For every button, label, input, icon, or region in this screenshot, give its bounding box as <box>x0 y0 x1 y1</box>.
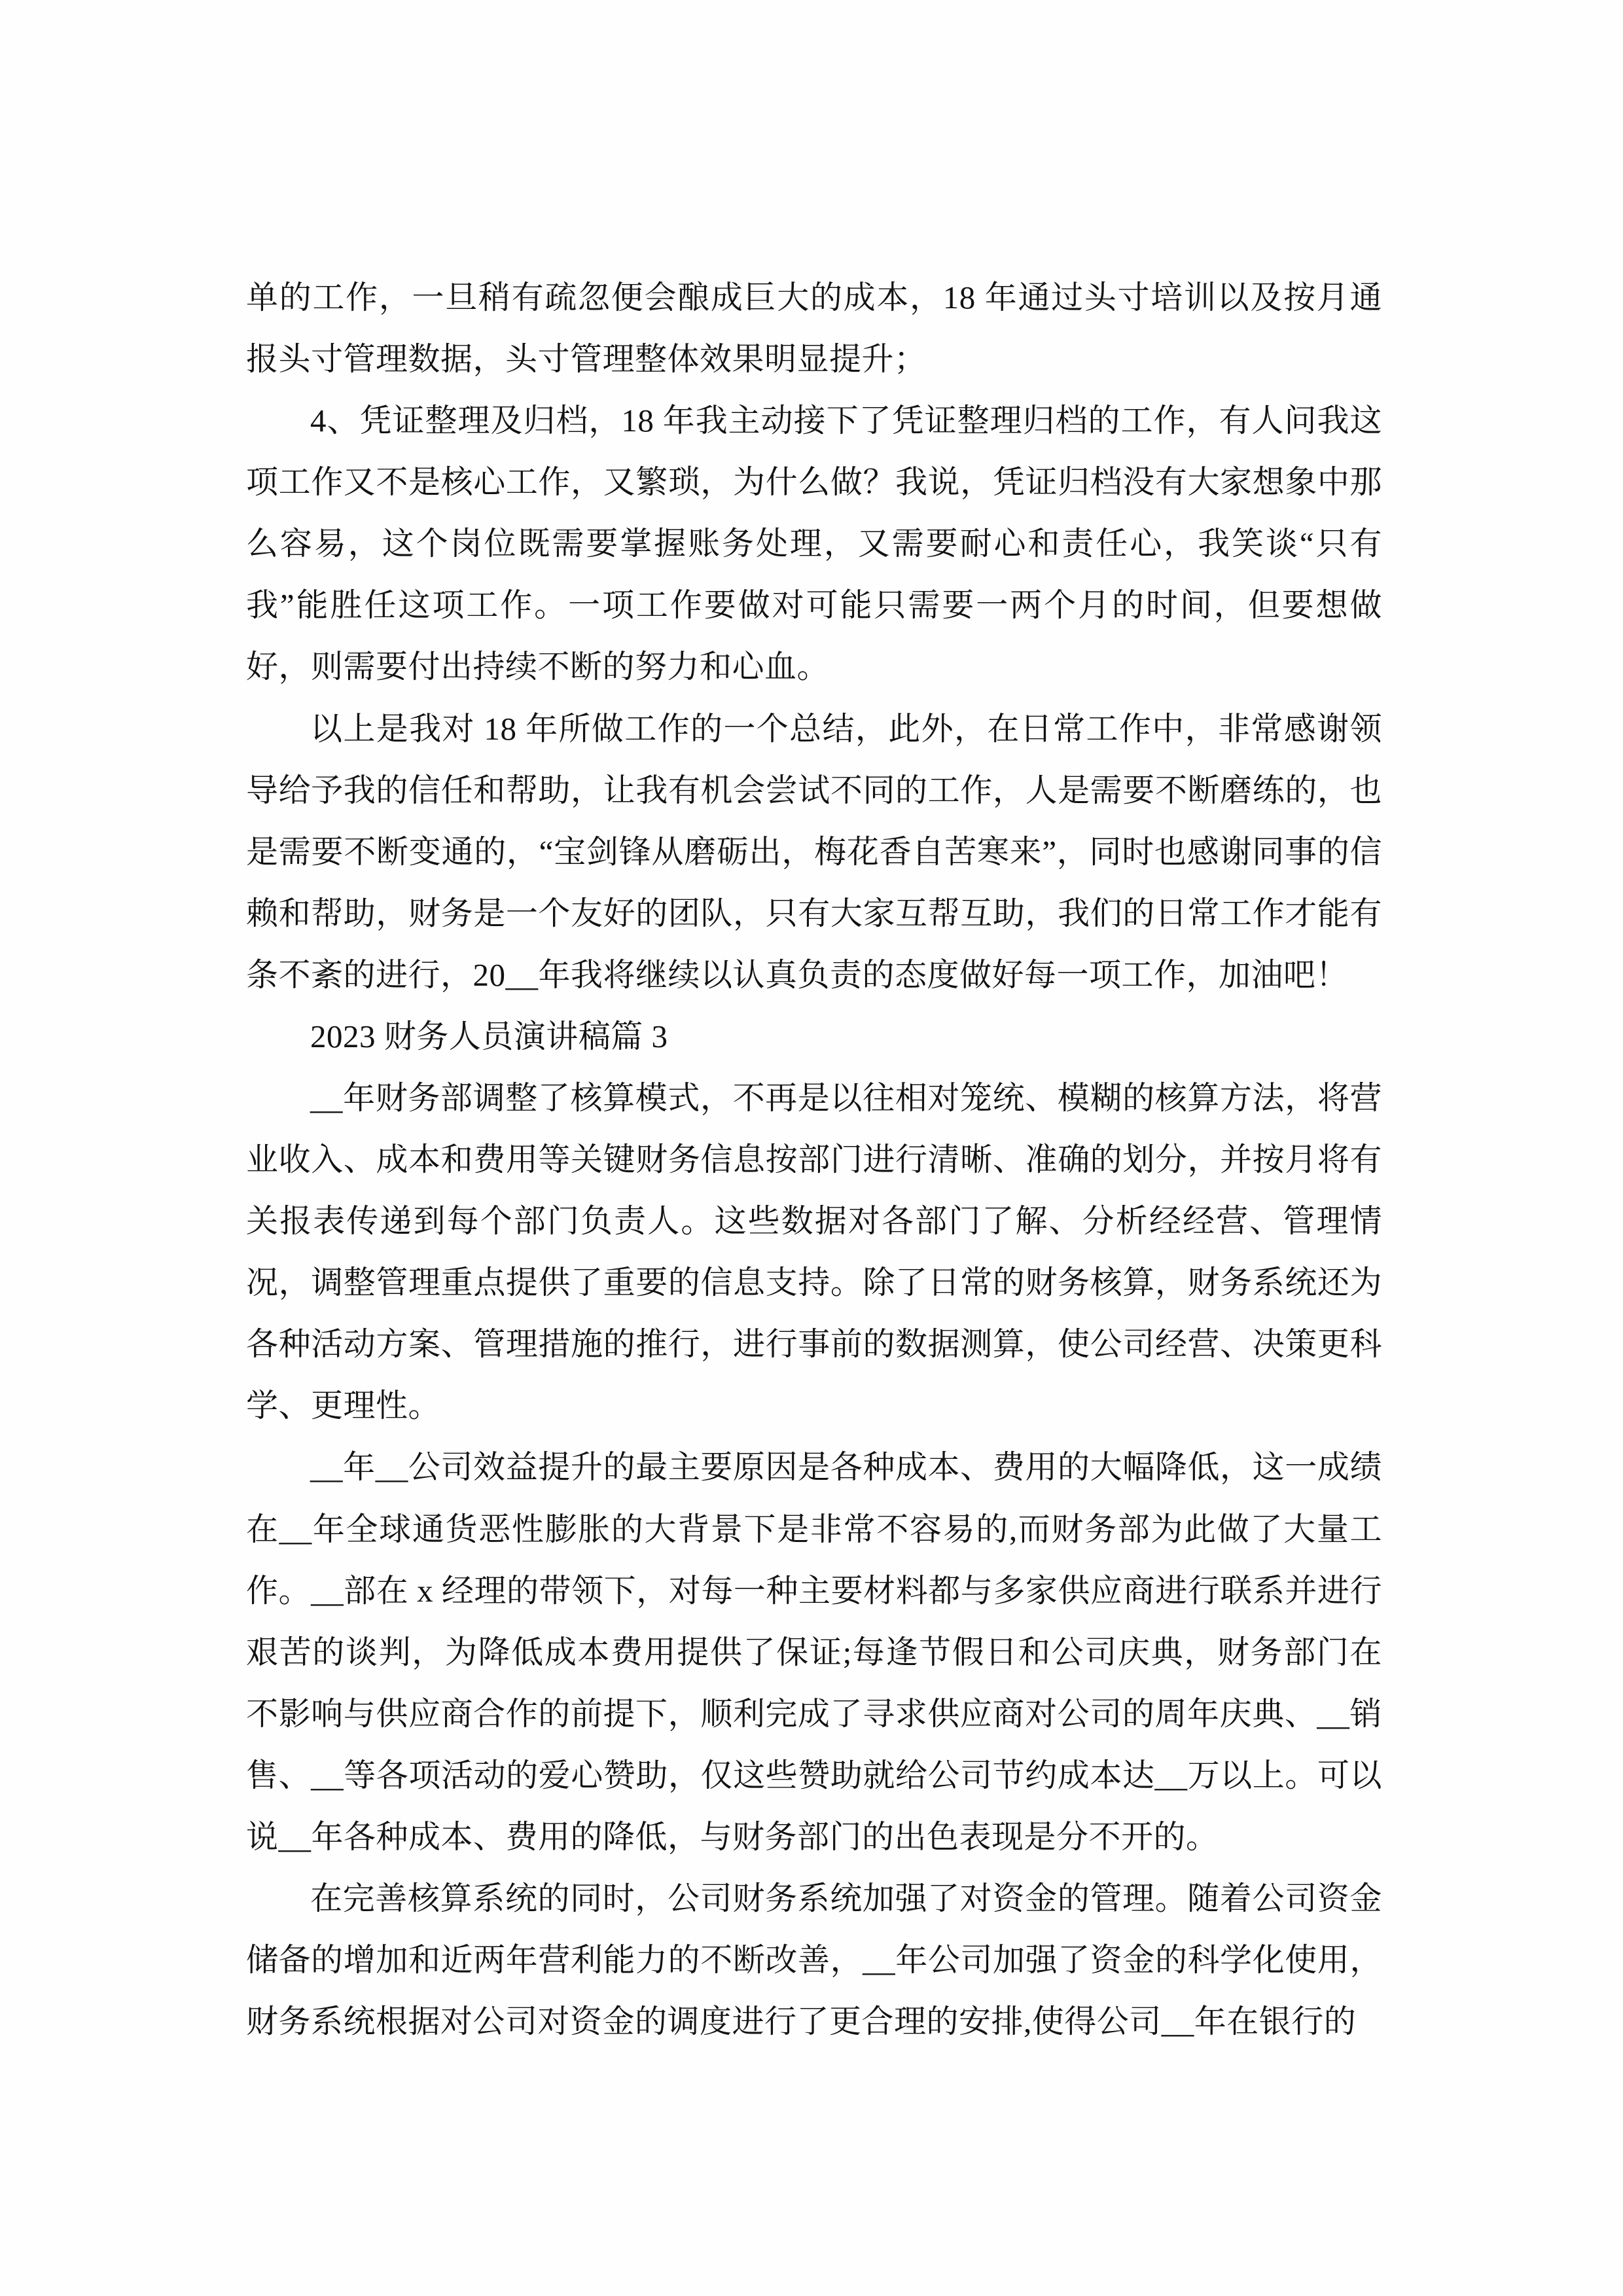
paragraph: __年__公司效益提升的最主要原因是各种成本、费用的大幅降低，这一成绩在__年全球通货恶性膨胀的大背景下是非常不容易的,而财务部为此做了大量工作。__部在 x 经理的带领下，对每一种主要材料都与多家供应商进行联系并进行艰苦的谈判，为降低成本费用提供了保证;每逢节假日和公司庆典，财务部门在不影响与供应商合作的前提下，顺利完成了寻求供应商对公司的周年庆典、__销售、__等各项活动的爱心赞助，仅这些赞助就给公司节约成本达__万以上。可以说__年各种成本、费用的降低，与财务部门的出色表现是分不开的。 <box>246 1449 1382 1855</box>
document-body <box>246 267 1382 2053</box>
paragraph: __年财务部调整了核算模式，不再是以往相对笼统、模糊的核算方法，将营业收入、成本和费用等关键财务信息按部门进行清晰、准确的划分，并按月将有关报表传递到每个部门负责人。这些数据对各部门了解、分析经经营、管理情况，调整管理重点提供了重要的信息支持。除了日常的财务核算，财务系统还为各种活动方案、管理措施的推行，进行事前的数据测算，使公司经营、决策更科学、更理性。 <box>246 1080 1382 1424</box>
paragraph-continuation: 单的工作，一旦稍有疏忽便会酿成巨大的成本，18 年通过头寸培训以及按月通报头寸管理数据，头寸管理整体效果明显提升； <box>246 279 1382 378</box>
paragraph: 4、凭证整理及归档，18 年我主动接下了凭证整理归档的工作，有人问我这项工作又不是核心工作，又繁琐，为什么做？我说，凭证归档没有大家想象中那么容易，这个岗位既需要掌握账务处理，又需要耐心和责任心，我笑谈“只有我”能胜任这项工作。一项工作要做对可能只需要一两个月的时间，但要想做好，则需要付出持续不断的努力和心血。 <box>246 403 1382 685</box>
paragraph: 在完善核算系统的同时，公司财务系统加强了对资金的管理。随着公司资金储备的增加和近两年营利能力的不断改善，__年公司加强了资金的科学化使用，财务系统根据对公司对资金的调度进行了更合理的安排,使得公司__年在银行的 <box>246 1880 1382 2040</box>
section-heading: 2023 财务人员演讲稿篇 3 <box>310 1018 668 1054</box>
paragraph: 以上是我对 18 年所做工作的一个总结，此外，在日常工作中，非常感谢领导给予我的信任和帮助，让我有机会尝试不同的工作，人是需要不断磨练的，也是需要不断变通的，“宝剑锋从磨砺出，梅花香自苦寒来”，同时也感谢同事的信赖和帮助，财务是一个友好的团队，只有大家互帮互助，我们的日常工作才能有条不紊的进行，20__年我将继续以认真负责的态度做好每一项工作，加油吧！ <box>246 710 1382 993</box>
